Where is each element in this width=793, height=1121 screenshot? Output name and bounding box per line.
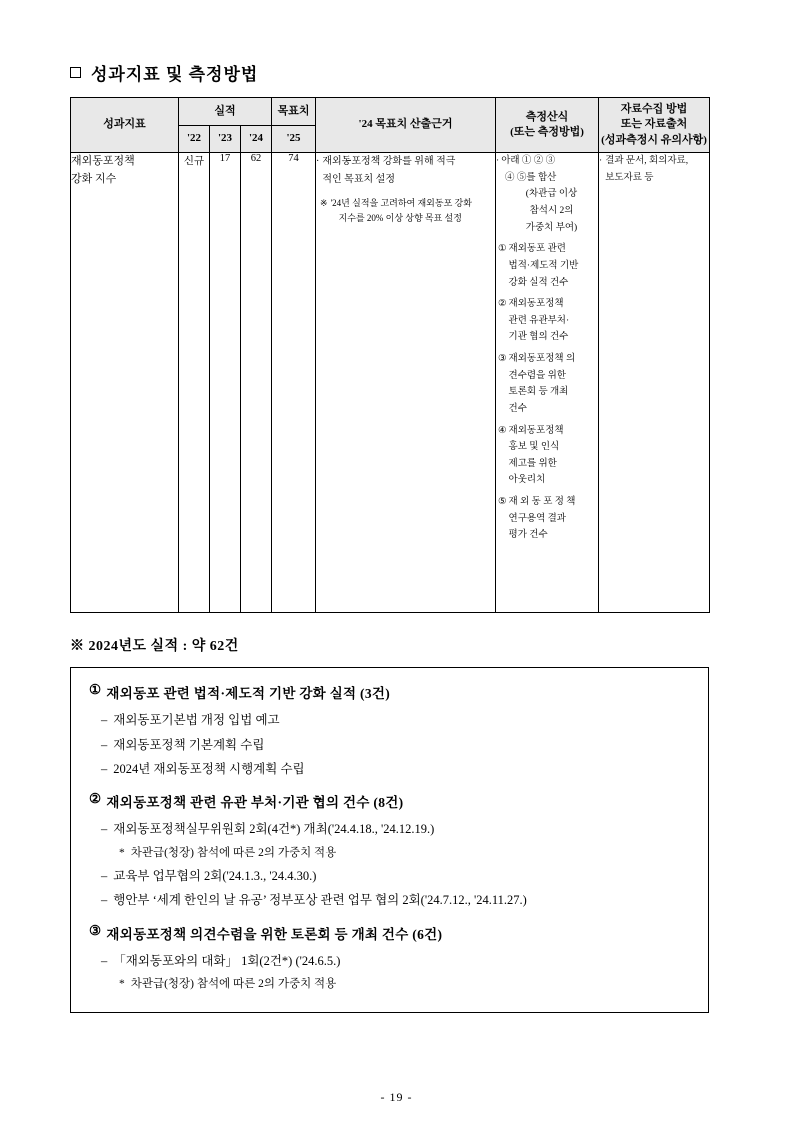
page-footer: - 19 -: [380, 1090, 413, 1104]
formula-head-line1: 아래 ① ② ③: [501, 156, 556, 167]
basis-note: [316, 196, 495, 227]
formula-item-3-num: ③: [498, 354, 507, 365]
square-marker-icon: [70, 67, 81, 78]
source-row: [599, 153, 709, 186]
formula-item-5-line3: 평가 건수: [508, 530, 548, 541]
formula-head-line2-wrap: [496, 170, 598, 187]
detail-line-dash: –: [101, 822, 108, 837]
basis-item: [316, 153, 495, 188]
source-bullet: ·: [599, 156, 603, 167]
header-source-line1: 자료수집 방법: [620, 103, 688, 115]
kpi-name-line2: 강화 지수: [71, 172, 117, 185]
detail-line-dash: *: [119, 978, 125, 991]
detail-group-2-num: ②: [89, 791, 102, 807]
formula-paren-line1: (차관급 이상: [525, 189, 578, 200]
detail-group-1-title: [89, 682, 690, 702]
formula-item-4-num: ④: [498, 425, 507, 436]
detail-group-1: [89, 682, 690, 781]
basis-text: [322, 153, 455, 188]
detail-group-3-num: ③: [89, 922, 102, 938]
source-line2: 보도자료 등: [605, 172, 654, 183]
detail-line-text: 2024년 재외동포정책 시행계획 수립: [113, 761, 305, 776]
detail-line-dash: –: [101, 953, 108, 968]
section-title: 성과지표 및 측정방법: [91, 65, 259, 84]
formula-item-5-text: [509, 494, 598, 544]
detail-group-3: [89, 923, 690, 996]
header-year-24: '24: [241, 125, 272, 153]
formula-head: [496, 153, 598, 170]
formula-item-5-num: ⑤: [498, 497, 507, 508]
detail-group-3-title: [89, 923, 690, 943]
detail-group-1-num: ①: [89, 682, 102, 698]
detail-group-2-title-text: 재외동포정책 관련 유관 부처·기관 협의 건수 (8건): [106, 795, 404, 811]
table-row: [71, 153, 710, 613]
detail-line-text: 재외동포정책실무위원회 2회(4건*) 개최('24.4.18., '24.12.19.): [113, 822, 435, 837]
detail-line-text: 「재외동포와의 대화」 1회(2건*) ('24.6.5.): [113, 953, 341, 968]
cell-actual-23: 17: [210, 153, 241, 613]
basis-note-line2: 지수를 20% 이상 상향 목표 설정: [338, 213, 462, 224]
formula-item-1-text: [509, 241, 598, 291]
cell-actual-22: 신규: [179, 153, 210, 613]
detail-group-1-title-text: 재외동포 관련 법적·제도적 기반 강화 실적 (3건): [106, 686, 391, 702]
detail-line: [89, 733, 690, 757]
basis-note-text: [331, 196, 472, 227]
detail-group-3-title-text: 재외동포정책 의견수렴을 위한 토론회 등 개최 건수 (6건): [106, 926, 443, 942]
note-line: ※ 2024년도 실적 : 약 62건: [70, 639, 239, 655]
detail-line: [89, 817, 690, 841]
cell-source: [599, 153, 710, 613]
basis-note-mark: ※: [320, 198, 328, 209]
formula-paren-line3: 가중치 부여): [525, 222, 578, 233]
source-text: [605, 153, 688, 186]
header-formula-line2: (또는 측정방법): [510, 126, 584, 139]
basis-text-line1: 재외동포정책 강화를 위해 적극: [322, 156, 456, 168]
formula-item-4-line2: 홍보 및 인식: [508, 442, 560, 453]
formula-item-3: [496, 351, 598, 418]
detail-line: [89, 888, 690, 912]
formula-paren: [496, 186, 598, 236]
header-year-25: '25: [272, 125, 316, 153]
formula-item-2-line1: 재외동포정책: [508, 299, 564, 310]
cell-kpi-name: [71, 153, 179, 613]
formula-item-2-text: [509, 296, 598, 346]
formula-paren-line2: 참석시 2의: [529, 206, 574, 217]
detail-line-dash: *: [119, 846, 125, 859]
formula-item-2: [496, 296, 598, 346]
cell-basis: [316, 153, 496, 613]
cell-target-25: 74: [272, 153, 316, 613]
detail-line-text: 차관급(청장) 참석에 따른 2의 가중치 적용: [130, 978, 337, 991]
formula-item-1: [496, 241, 598, 291]
formula-item-3-line2: 견수렴을 위한: [508, 370, 566, 381]
basis-text-line2: 적인 목표치 설정: [322, 173, 395, 185]
header-actual: 실적: [179, 98, 272, 126]
detail-line-sub: [89, 842, 690, 864]
kpi-table: [70, 97, 710, 613]
detail-line-text: 재외동포정책 기본계획 수립: [113, 737, 265, 752]
detail-line: [89, 708, 690, 732]
page-content: [70, 60, 715, 1013]
formula-item-2-num: ②: [498, 299, 507, 310]
formula-item-3-line4: 건수: [508, 403, 527, 414]
formula-item-4-line3: 제고를 위한: [508, 458, 557, 469]
formula-item-1-line2: 법적·제도적 기반: [508, 260, 579, 271]
detail-line-dash: –: [101, 761, 108, 776]
header-target: 목표치: [272, 98, 316, 126]
detail-line-sub: [89, 973, 690, 995]
kpi-name-line1: 재외동포정책: [71, 155, 135, 168]
formula-item-3-text: [509, 351, 598, 418]
formula-item-2-line3: 기관 협의 건수: [508, 332, 569, 343]
detail-line-text: 행안부 ‘세계 한인의 날 유공’ 정부포상 관련 업무 협의 2회('24.7.12., '24.11.27.): [113, 893, 527, 908]
header-source-line3: (성과측정시 유의사항): [601, 133, 707, 146]
detail-line-text: 차관급(청장) 참석에 따른 2의 가중치 적용: [130, 846, 337, 859]
header-formula-line1: 측정산식: [525, 110, 569, 123]
formula-item-4: [496, 423, 598, 490]
header-source: [599, 98, 710, 153]
detail-line-text: 재외동포기본법 개정 입법 예고: [113, 713, 280, 728]
header-basis: '24 목표치 산출근거: [316, 98, 496, 153]
formula-item-3-line3: 토론회 등 개최: [508, 387, 569, 398]
detail-line: [89, 864, 690, 888]
formula-item-5: [496, 494, 598, 544]
table-header-row-1: [71, 98, 710, 126]
detail-group-2-title: [89, 791, 690, 811]
formula-item-4-line4: 아웃리치: [508, 475, 546, 486]
detail-line-text: 교육부 업무협의 2회('24.1.3., '24.4.30.): [113, 869, 317, 884]
header-source-line2: 또는 자료출처: [620, 118, 688, 131]
basis-note-line1: '24년 실적을 고려하여 재외동포 강화: [330, 198, 472, 209]
cell-formula: [496, 153, 599, 613]
formula-head-text: [501, 153, 555, 170]
detail-line-dash: –: [101, 893, 108, 908]
section-heading: [70, 60, 715, 85]
formula-bullet: ·: [496, 156, 500, 167]
source-line1: 결과 문서, 회의자료,: [605, 156, 689, 167]
detail-line-dash: –: [101, 869, 108, 884]
formula-item-2-line2: 관련 유관부처·: [508, 315, 570, 326]
detail-group-2: [89, 791, 690, 913]
detail-line-dash: –: [101, 713, 108, 728]
header-kpi: 성과지표: [71, 98, 179, 153]
formula-item-4-line1: 재외동포정책: [508, 425, 564, 436]
formula-item-1-line3: 강화 실적 건수: [508, 277, 569, 288]
header-formula: [496, 98, 599, 153]
formula-item-1-num: ①: [498, 244, 507, 255]
formula-head-line2: ④ ⑤를 합산: [505, 172, 557, 183]
formula-item-1-line1: 재외동포 관련: [508, 244, 566, 255]
detail-line-dash: –: [101, 737, 108, 752]
header-year-23: '23: [210, 125, 241, 153]
detail-line: [89, 949, 690, 973]
detail-line: [89, 757, 690, 781]
formula-item-4-text: [509, 423, 598, 490]
detail-box: [70, 667, 709, 1012]
header-year-22: '22: [179, 125, 210, 153]
formula-item-5-line2: 연구용역 결과: [508, 513, 566, 524]
cell-actual-24: 62: [241, 153, 272, 613]
formula-item-5-line1: 재 외 동 포 정 책: [508, 497, 576, 508]
basis-bullet: ·: [316, 156, 320, 168]
formula-item-3-line1: 재외동포정책 의: [508, 354, 576, 365]
